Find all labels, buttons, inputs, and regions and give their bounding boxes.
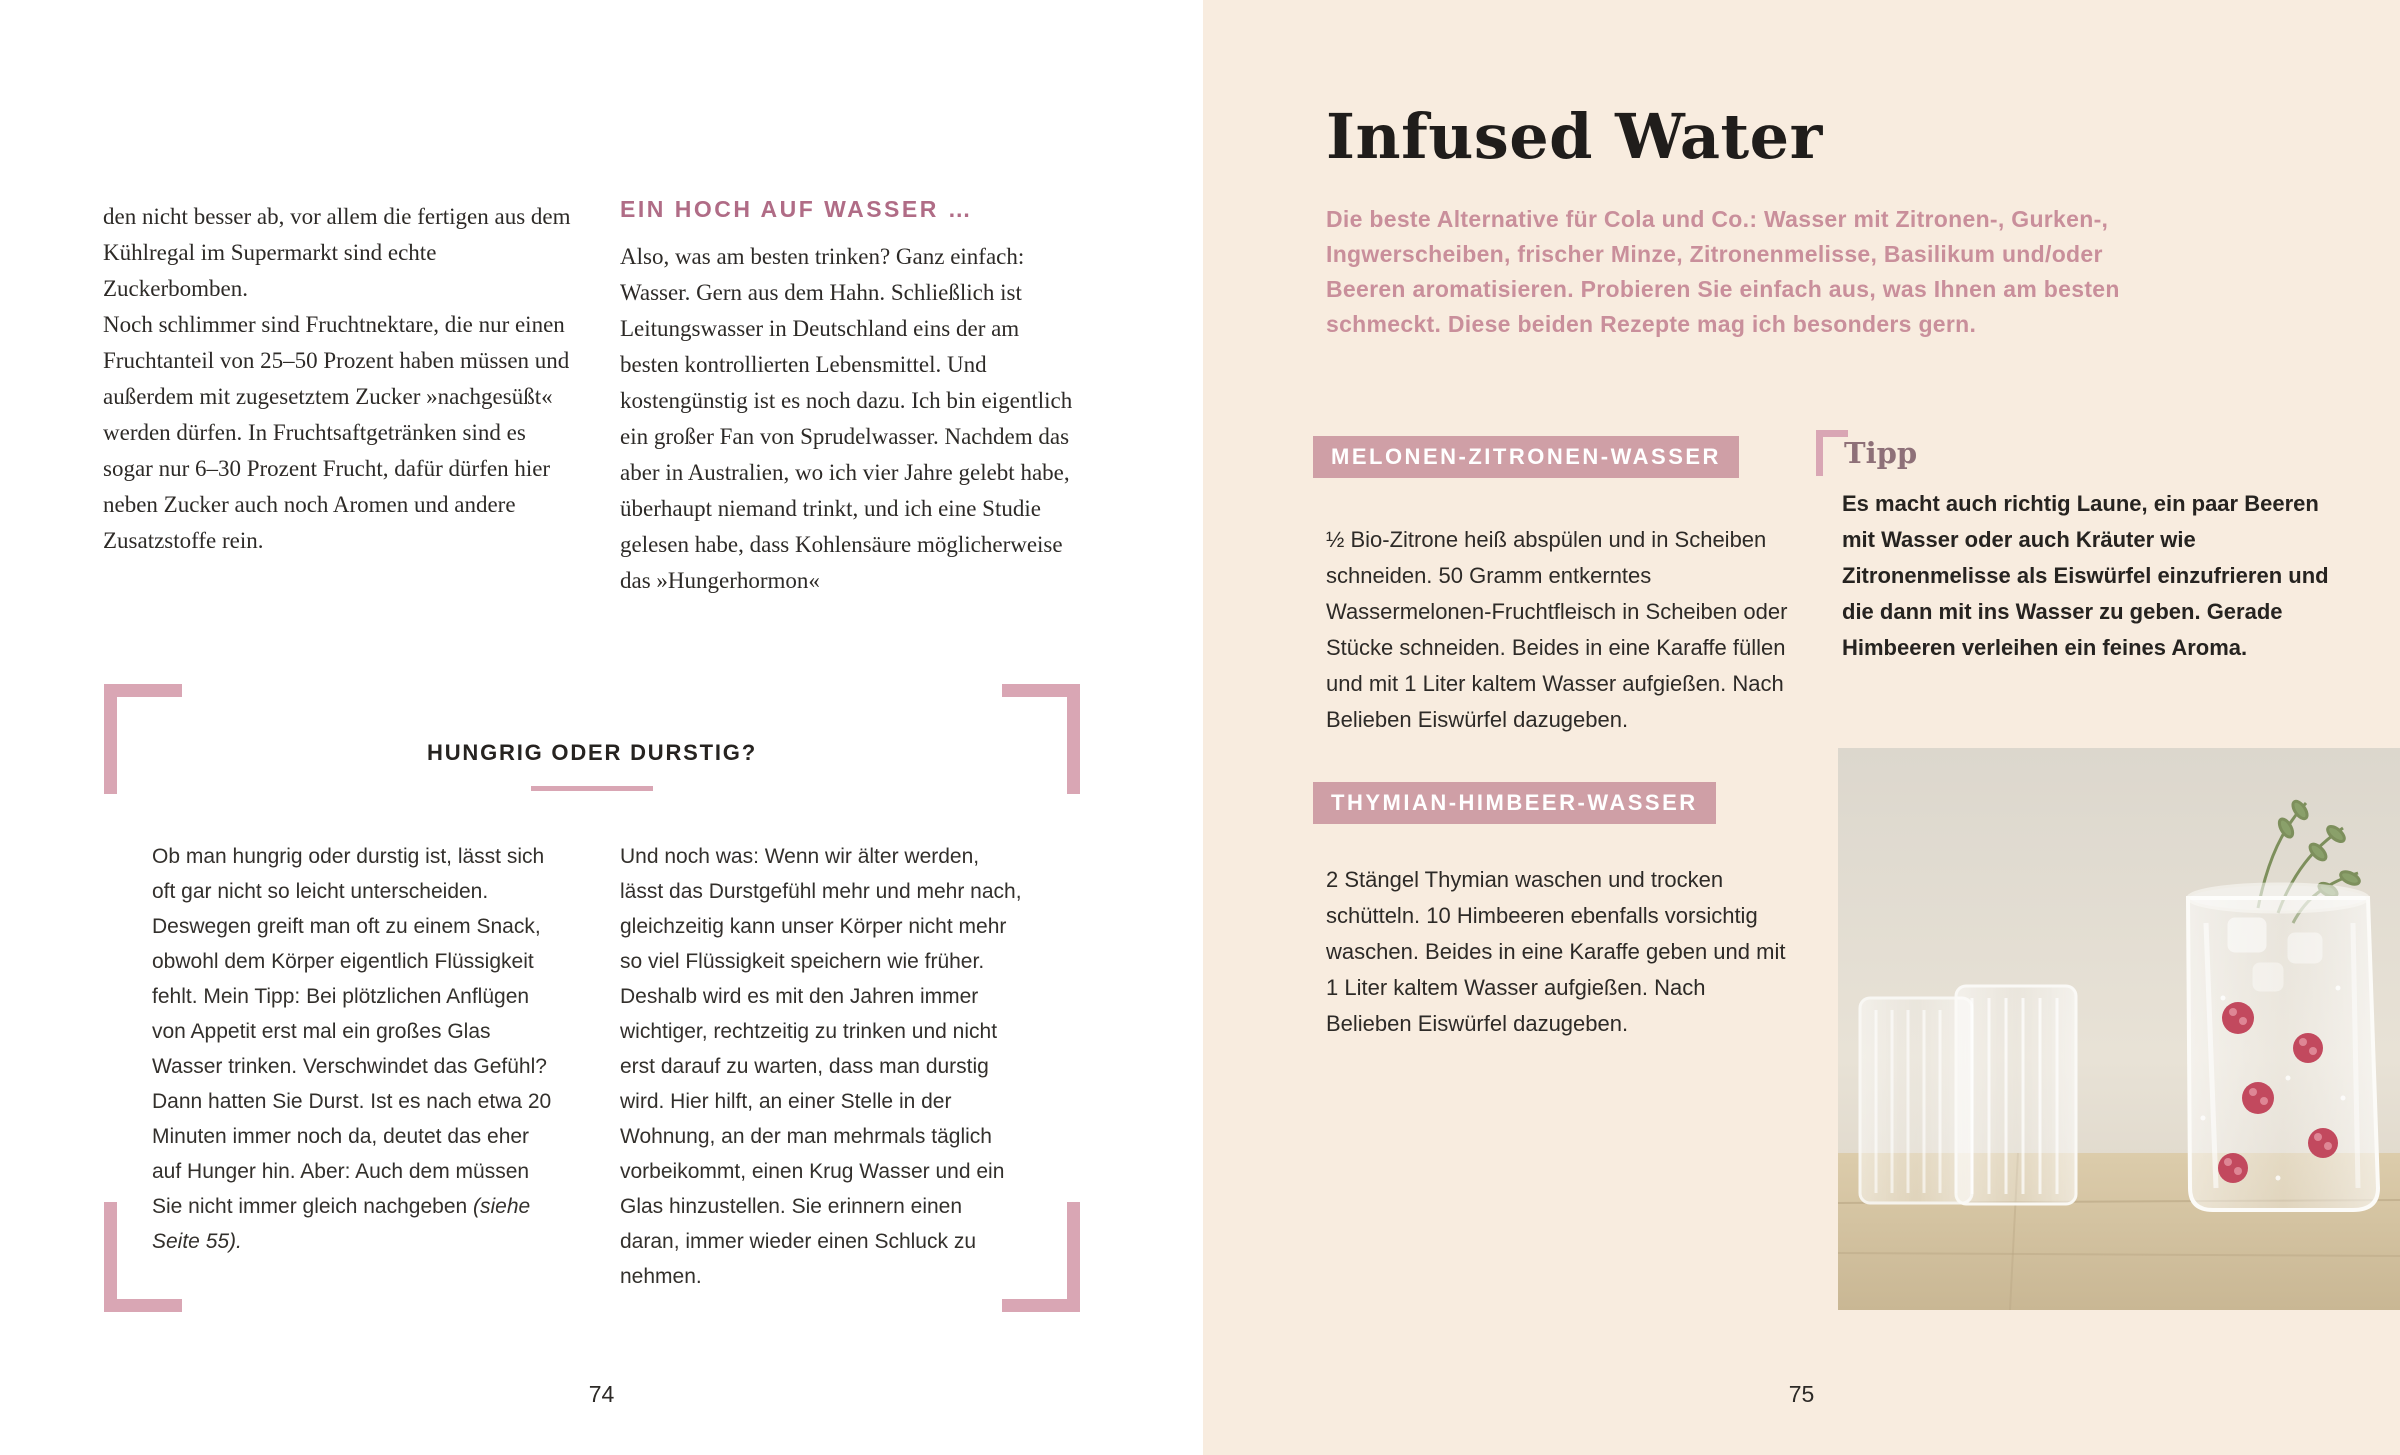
ribbed-glasses xyxy=(1860,986,2076,1204)
box-column-1-text xyxy=(152,839,558,1294)
corner-bracket-bottom-right-icon xyxy=(1002,1202,1080,1312)
body-paragraph: den nicht besser ab, vor allem die fertigen aus dem Kühlregal im Supermarkt sind echte Zuckerbomben. xyxy=(103,204,571,301)
intro-text: Die beste Alternative für Cola und Co.: Wasser mit Zitronen-, Gurken-, Ingwerscheiben, frischer Minze, Zitronenmelisse, Basilikum und/oder Beeren aromatisieren. Probieren Sie einfach aus, was Ihnen am besten schmeckt. Diese beiden Rezepte mag ich besonders gern. xyxy=(1326,206,2120,337)
body-paragraph: Also, was am besten trinken? Ganz einfach: Wasser. Gern aus dem Hahn. Schließlich ist Leitungswasser in Deutschland eins der am besten kontrollierten Lebensmittel. Und kostengünstig ist es noch dazu. Ich bin eigentlich ein großer Fan von Sprudelwasser. Nachdem das aber in Australien, wo ich vier Jahre gelebt habe, überhaupt niemand trinkt, und ich eine Studie gelesen habe, dass Kohlensäure möglicherweise das »Hungerhormon« xyxy=(620,244,1073,593)
tip-title: Tipp xyxy=(1844,436,1918,470)
pitcher xyxy=(2188,884,2378,1210)
box-column-2-text: Und noch was: Wenn wir älter werden, lässt das Durstgefühl mehr und mehr nach, gleichzeitig kann unser Körper nicht mehr so viel Flüssigkeit speichern wie früher. Deshalb wird es mit den Jahren immer wichtiger, rechtzeitig zu trinken und nicht erst darauf zu warten, dass man durstig wird. Hier hilft, an einer Stelle in der Wohnung, an der man mehrmals täglich vorbeikommt, einen Krug Wasser und ein Glas hinzustellen. Sie erinnern einen daran, immer wieder einen Schluck zu nehmen. xyxy=(620,845,1022,1288)
corner-bracket-top-left-icon xyxy=(104,684,182,794)
box-text-italic: (siehe Seite 55). xyxy=(152,1195,531,1253)
corner-bracket-top-right-icon xyxy=(1002,684,1080,794)
left-column-2 xyxy=(620,196,1082,599)
page-number-right: 75 xyxy=(1788,1381,1815,1407)
recipe-label-thymian-himbeer: THYMIAN-HIMBEER-WASSER xyxy=(1313,782,1716,824)
box-columns xyxy=(104,791,1080,1294)
box-text: Ob man hungrig oder durstig ist, lässt sich oft gar nicht so leicht unterscheiden. Deswegen greift man oft zu einem Snack, obwohl dem Körper eigentlich Flüssigkeit fehlt. Mein Tipp: Bei plötzlichen Anflügen von Appetit erst mal ein großes Glas Wasser trinken. Verschwindet das Gefühl? Dann hatten Sie Durst. Ist es nach etwa 20 Minuten immer noch da, deutet das eher auf Hunger hin. Aber: Auch dem müssen Sie nicht immer gleich nachgeben xyxy=(152,845,552,1218)
recipe-text-thymian-himbeer: 2 Stängel Thymian waschen und trocken schütteln. 10 Himbeeren ebenfalls vorsichtig waschen. Beides in eine Karaffe geben und mit 1 Liter kaltem Wasser aufgießen. Nach Belieben Eiswürfel dazugeben. xyxy=(1326,867,1786,1036)
recipe-label-melonen-zitronen: MELONEN-ZITRONEN-WASSER xyxy=(1313,436,1739,478)
infused-water-photo xyxy=(1838,748,2400,1310)
section-heading: EIN HOCH AUF WASSER … xyxy=(620,196,974,222)
hungry-or-thirsty-box xyxy=(104,684,1080,1312)
recipe-text-melonen-zitronen: ½ Bio-Zitrone heiß abspülen und in Scheiben schneiden. 50 Gramm entkerntes Wassermelonen-Fruchtfleisch in Scheiben oder Stücke schneiden. Beides in eine Karaffe füllen und mit 1 Liter kaltem Wasser aufgießen. Nach Belieben Eiswürfel dazugeben. xyxy=(1326,527,1788,732)
corner-bracket-bottom-left-icon xyxy=(104,1202,182,1312)
page-title: Infused Water xyxy=(1326,100,1823,173)
box-title: HUNGRIG ODER DURSTIG? xyxy=(427,740,757,765)
body-paragraph: Noch schlimmer sind Fruchtnektare, die nur einen Fruchtanteil von 25–50 Prozent haben müssen und außerdem mit zugesetztem Zucker »nachgesüßt« werden dürfen. In Fruchtsaftgetränken sind es sogar nur 6–30 Prozent Frucht, dafür dürfen hier neben Zucker auch noch Aromen und andere Zusatzstoffe rein. xyxy=(103,312,570,553)
left-column-1 xyxy=(103,199,571,559)
page-number-left: 74 xyxy=(588,1381,615,1407)
tip-text: Es macht auch richtig Laune, ein paar Beeren mit Wasser oder auch Kräuter wie Zitronenmelisse als Eiswürfel einzufrieren und die dann mit ins Wasser zu geben. Gerade Himbeeren verleihen ein feines Aroma. xyxy=(1842,491,2329,660)
